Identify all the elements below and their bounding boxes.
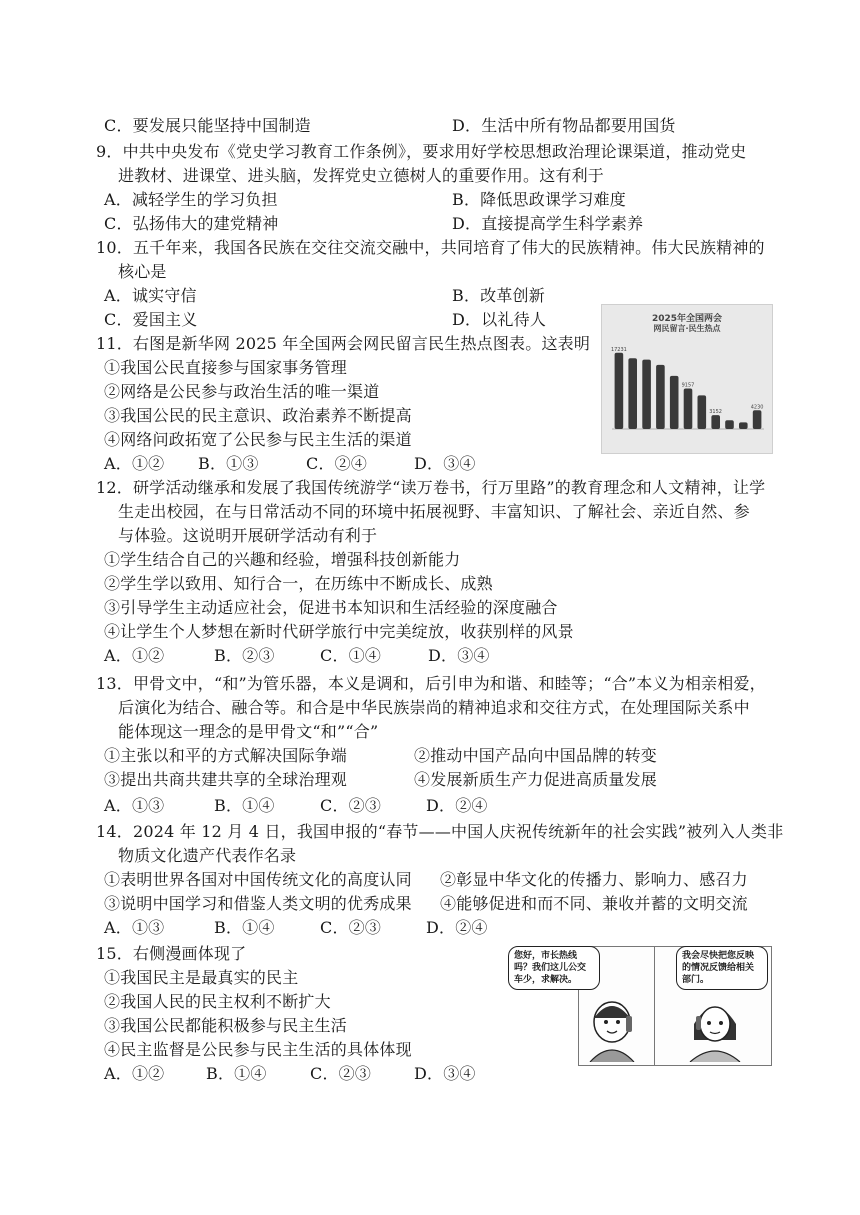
q14-option-a: A．①③ — [104, 918, 165, 937]
q11-item-3: ③我国公民的民主意识、政治素养不断提高 — [104, 406, 412, 425]
q14-item-1: ①表明世界各国对中国传统文化的高度认同 — [104, 870, 412, 889]
official-speech-bubble: 我会尽快把您反映的情况反馈给相关部门。 — [676, 946, 768, 990]
q15-stem-line1: 15．右侧漫画体现了 — [96, 944, 247, 963]
q11-option-b: B．①③ — [198, 454, 259, 473]
chart-value-label: 3152 — [709, 409, 722, 416]
q15-item-3: ③我国公民都能积极参与民主生活 — [104, 1016, 348, 1035]
q15-item-1: ①我国民主是最真实的民主 — [104, 968, 299, 987]
q10-stem-line2: 核心是 — [118, 262, 167, 281]
q15-option-d: D．③④ — [414, 1064, 476, 1083]
q15-item-2: ②我国人民的民主权利不断扩大 — [104, 992, 331, 1011]
q12-stem-line2: 生走出校园，在与日常活动不同的环境中拓展视野、丰富知识、了解社会、亲近自然、参 — [118, 502, 750, 521]
q12-option-c: C．①④ — [320, 646, 382, 665]
q13-stem-line3: 能体现这一理念的是甲骨文“和”“合” — [118, 722, 379, 741]
chart-bar — [698, 395, 707, 429]
caller-speech-bubble: 您好，市长热线吗？我们这儿公交车少，求解决。 — [508, 946, 600, 990]
q12-option-d: D．③④ — [428, 646, 490, 665]
q15-option-c: C．②③ — [310, 1064, 372, 1083]
q9-stem-line1: 9．中共中央发布《党史学习教育工作条例》，要求用好学校思想政治理论课渠道，推动党史 — [96, 142, 747, 161]
mayor-hotline-comic — [508, 946, 770, 1064]
chart-bar — [628, 358, 637, 429]
q10-option-b: B．改革创新 — [452, 286, 545, 305]
q13-option-b: B．①④ — [214, 796, 275, 815]
q10-option-a: A．诚实守信 — [104, 286, 197, 305]
q15-item-4: ④民主监督是公民参与民主生活的具体体现 — [104, 1040, 412, 1059]
chart-bar — [684, 389, 693, 430]
q13-stem-line2: 后演化为结合、融合等。和合是中华民族崇尚的精神追求和交往方式，在处理国际关系中 — [118, 698, 750, 717]
q13-item-1: ①主张以和平的方式解决国际争端 — [104, 746, 348, 765]
chart-plot — [602, 305, 772, 453]
q12-item-4: ④让学生个人梦想在新时代研学旅行中完美绽放，收获别样的风景 — [104, 622, 574, 641]
q9-option-a: A．减轻学生的学习负担 — [104, 190, 278, 209]
q14-item-4: ④能够促进和而不同、兼收并蓄的文明交流 — [440, 894, 748, 913]
q10-option-d: D．以礼待人 — [452, 310, 547, 329]
q13-item-4: ④发展新质生产力促进高质量发展 — [414, 770, 658, 789]
q12-stem-line1: 12．研学活动继承和发展了我国传统游学“读万卷书，行万里路”的教育理念和人文精神，让学 — [96, 478, 766, 497]
q9-stem-line2: 进教材、进课堂、进头脑，发挥党史立德树人的重要作用。这有利于 — [118, 166, 605, 185]
caller-figure — [582, 998, 652, 1062]
chart-bar — [725, 420, 734, 429]
q14-item-3: ③说明中国学习和借鉴人类文明的优秀成果 — [104, 894, 412, 913]
q13-item-3: ③提出共商共建共享的全球治理观 — [104, 770, 348, 789]
q9-option-d: D．直接提高学生科学素养 — [452, 214, 644, 233]
q14-stem-line1: 14．2024 年 12 月 4 日，我国申报的“春节——中国人庆祝传统新年的社会实践”被列入人类非 — [96, 822, 784, 841]
chart-bar — [711, 415, 720, 429]
q10-stem-line1: 10．五千年来，我国各民族在交往交流交融中，共同培育了伟大的民族精神。伟大民族精神的 — [96, 238, 765, 257]
q13-option-c: C．②③ — [320, 796, 382, 815]
q9-option-b: B．降低思政课学习难度 — [452, 190, 626, 209]
chart-value-label: 17231 — [610, 346, 627, 353]
q13-stem-line1: 13．甲骨文中，“和”为管乐器，本义是调和，后引申为和谐、和睦等；“合”本义为相亲相爱， — [96, 674, 766, 693]
q15-option-a: A．①② — [104, 1064, 165, 1083]
chart-subtitle: 网民留言·民生热点 — [653, 324, 721, 333]
q12-option-a: A．①② — [104, 646, 165, 665]
q12-item-1: ①学生结合自己的兴趣和经验，增强科技创新能力 — [104, 550, 461, 569]
q9-option-c: C．弘扬伟大的建党精神 — [104, 214, 279, 233]
prev-option-c: C．要发展只能坚持中国制造 — [104, 116, 311, 135]
chart-bar — [642, 360, 651, 429]
q13-option-d: D．②④ — [426, 796, 488, 815]
prev-option-d: D．生活中所有物品都要用国货 — [452, 116, 676, 135]
q14-item-2: ②彰显中华文化的传播力、影响力、感召力 — [440, 870, 748, 889]
chart-bar — [615, 353, 624, 429]
q11-option-a: A．①② — [104, 454, 165, 473]
chart-bar — [670, 376, 679, 429]
q11-option-d: D．③④ — [414, 454, 476, 473]
q14-option-b: B．①④ — [214, 918, 275, 937]
q12-item-3: ③引导学生主动适应社会，促进书本知识和生活经验的深度融合 — [104, 598, 558, 617]
q14-option-c: C．②③ — [320, 918, 382, 937]
chart-bar — [656, 365, 665, 429]
q15-option-b: B．①④ — [206, 1064, 267, 1083]
chart-bar — [753, 410, 762, 429]
q12-stem-line3: 与体验。这说明开展研学活动有利于 — [118, 526, 378, 545]
q12-item-2: ②学生学以致用、知行合一，在历练中不断成长、成熟 — [104, 574, 493, 593]
q11-item-1: ①我国公民直接参与国家事务管理 — [104, 358, 348, 377]
q14-stem-line2: 物质文化遗产代表作名录 — [118, 846, 297, 865]
q11-item-2: ②网络是公民参与政治生活的唯一渠道 — [104, 382, 380, 401]
q11-option-c: C．②④ — [306, 454, 368, 473]
q11-item-4: ④网络问政拓宽了公民参与民主生活的渠道 — [104, 430, 412, 449]
livelihood-hotspot-chart — [601, 304, 773, 454]
chart-value-label: 9157 — [681, 382, 695, 389]
q13-item-2: ②推动中国产品向中国品牌的转变 — [414, 746, 658, 765]
q14-option-d: D．②④ — [426, 918, 488, 937]
q13-option-a: A．①③ — [104, 796, 165, 815]
chart-value-label: 4230 — [750, 404, 764, 411]
q11-stem-line1: 11．右图是新华网 2025 年全国两会网民留言民生热点图表。这表明 — [96, 334, 591, 353]
official-figure — [680, 996, 750, 1062]
chart-title: 2025年全国两会 — [651, 314, 723, 324]
q12-option-b: B．②③ — [214, 646, 275, 665]
chart-bar — [739, 422, 748, 429]
q10-option-c: C．爱国主义 — [104, 310, 198, 329]
